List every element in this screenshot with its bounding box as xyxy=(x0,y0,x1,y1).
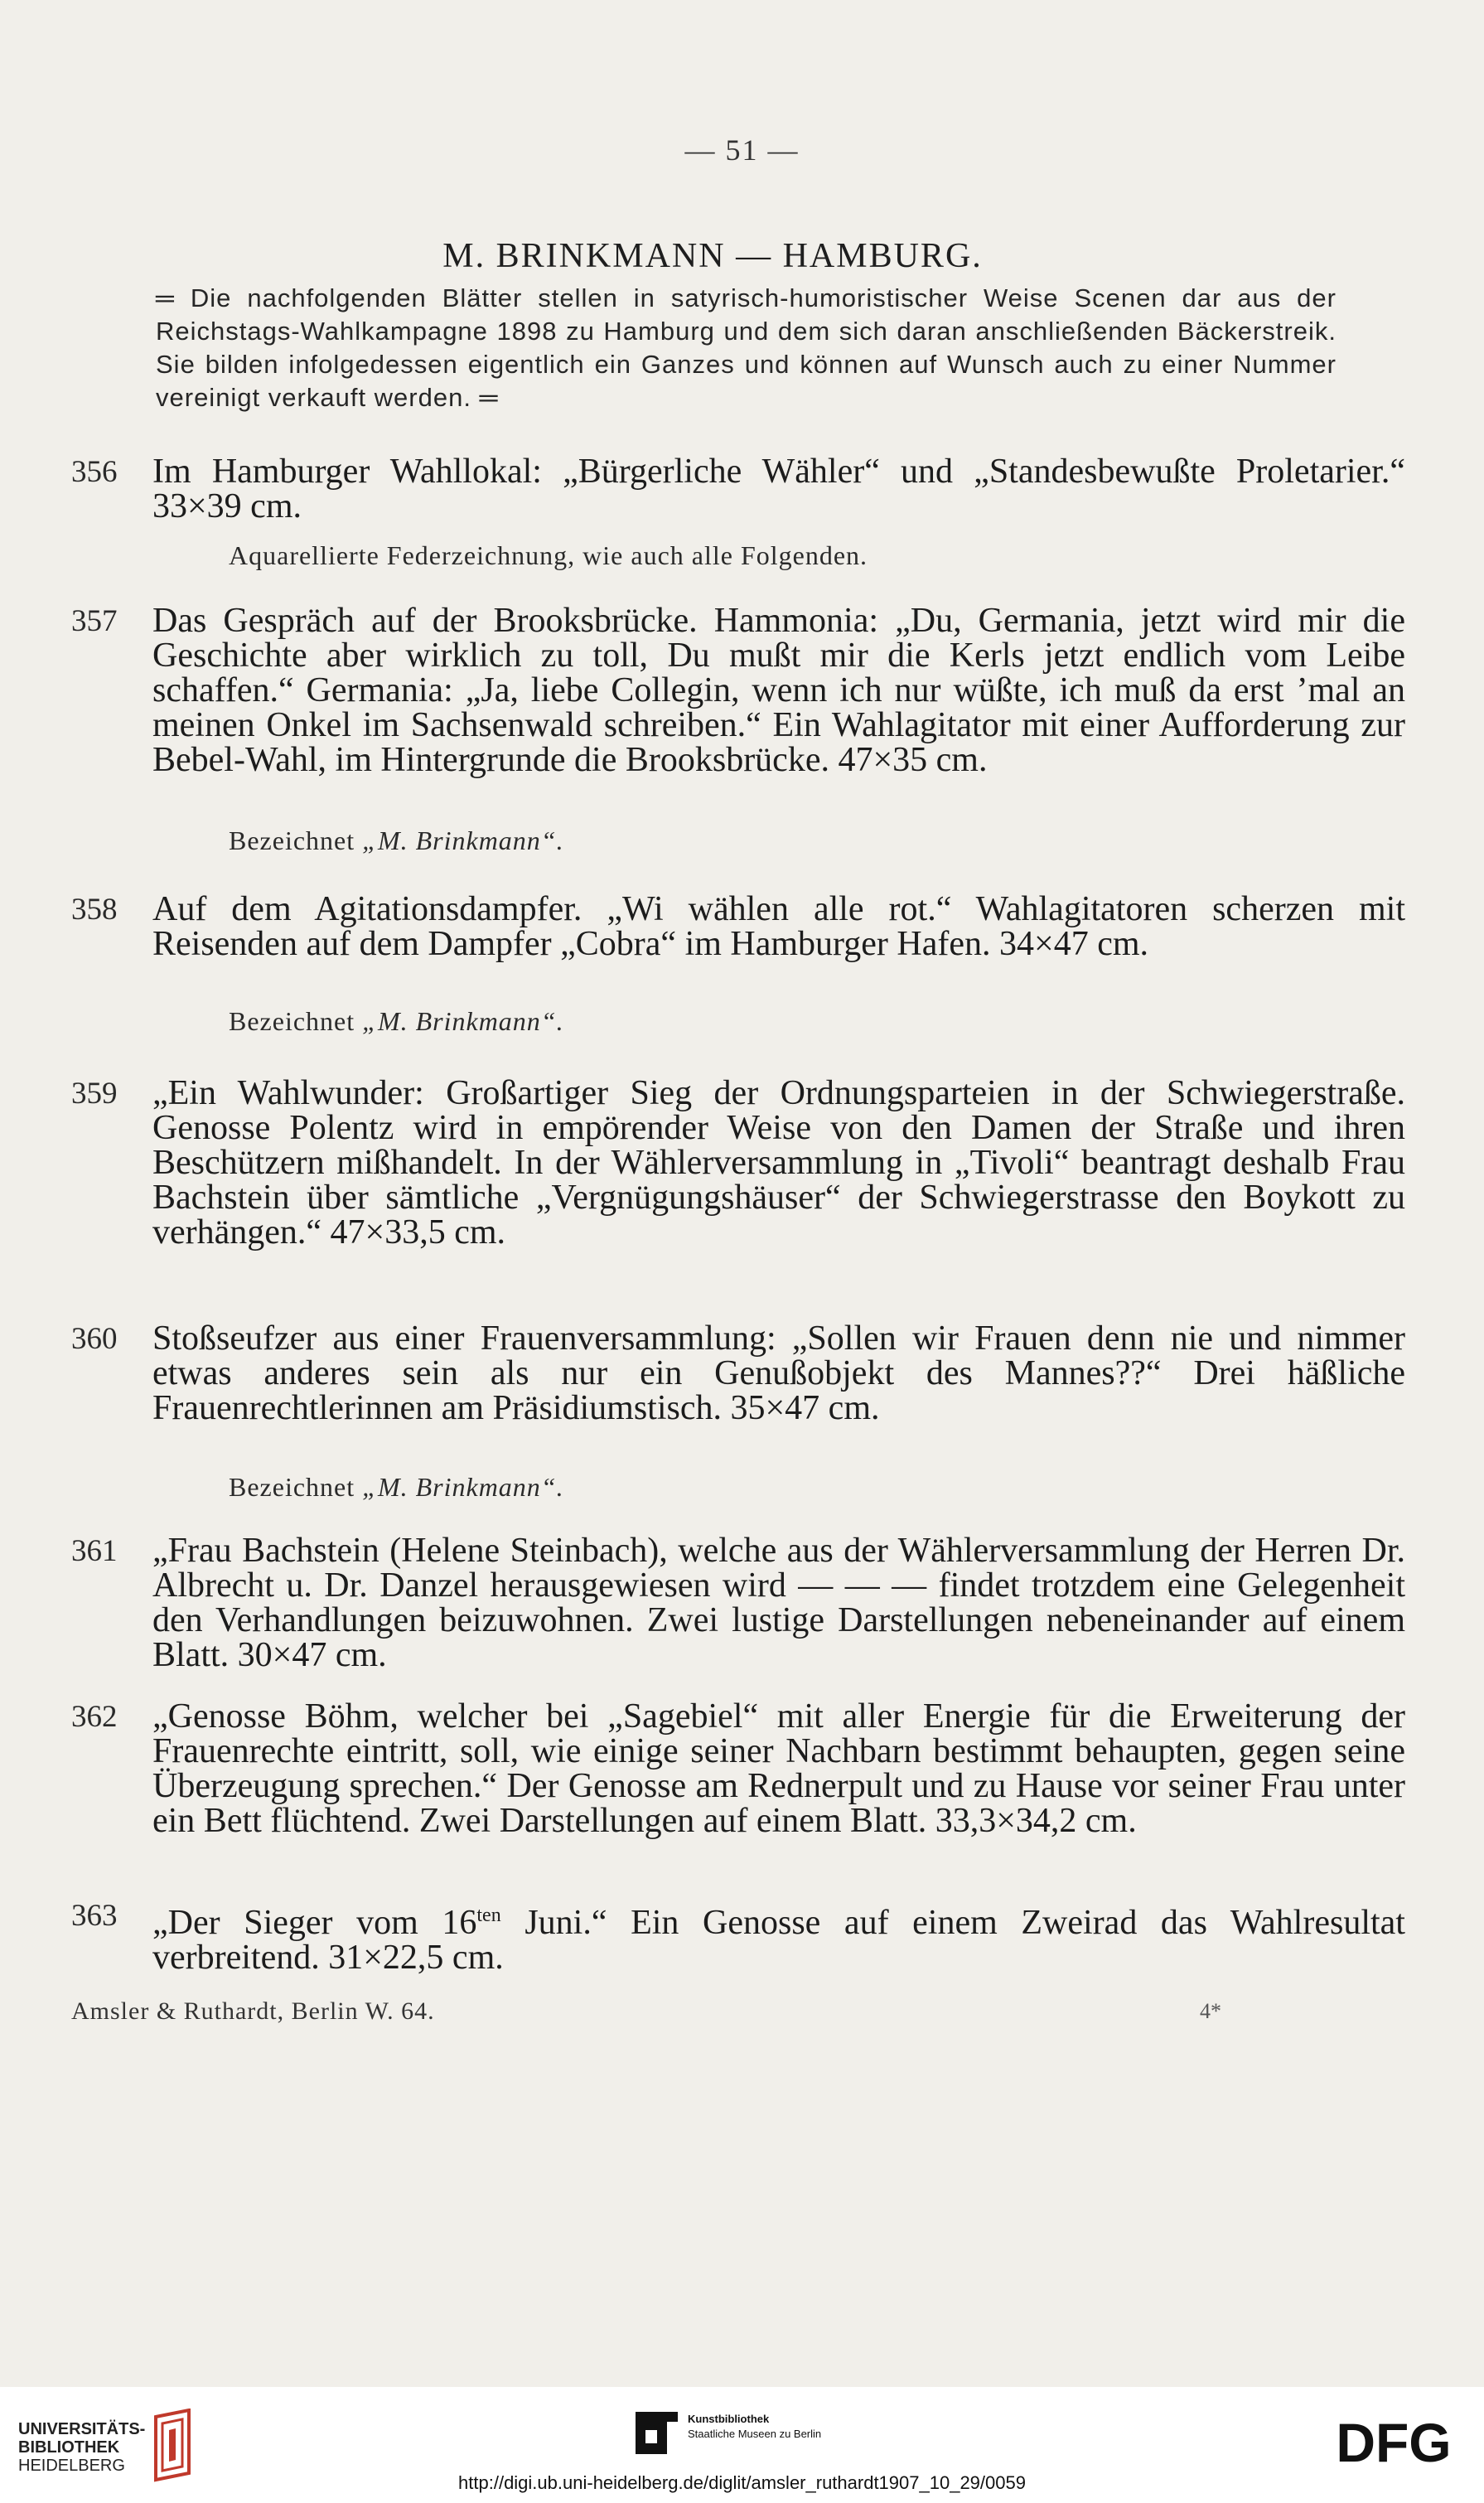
ub-logo-line: UNIVERSITÄTS- xyxy=(18,2420,146,2438)
ordinal-suffix: ten xyxy=(476,1905,501,1926)
page-number: — 51 — xyxy=(684,133,800,167)
kunstbibliothek-logo[interactable] xyxy=(688,2412,821,2442)
signature-label: Bezeichnet xyxy=(229,825,355,855)
signature-name: „M. Brinkmann“. xyxy=(362,825,564,855)
entry-number: 357 xyxy=(71,604,118,638)
ub-logo-line: BIBLIOTHEK xyxy=(18,2438,120,2457)
entry-number: 363 xyxy=(71,1899,118,1933)
signature-name: „M. Brinkmann“. xyxy=(362,1006,564,1036)
entry-text: „Genosse Böhm, welcher bei „Sagebiel“ mit aller Energie für die Erweiterung der Frauenrechte eintritt, soll, wie einige seiner Nachbarn bestimmt behaupten, gegen seine Überzeugung sprechen.“ Der Genosse am Rednerpult und zu Hause vor seiner Frau unter ein Bett flüchtend. Zwei Darstellungen auf einem Blatt. 33,3×34,2 cm. xyxy=(152,1697,1405,1840)
publisher-imprint: Amsler & Ruthardt, Berlin W. 64. xyxy=(71,1997,435,2025)
entry-number: 356 xyxy=(71,455,118,489)
dfg-logo-icon[interactable] xyxy=(1319,2413,1468,2472)
entry-text-part: Juni.“ Ein Genosse auf einem Zweirad das Wahlresultat verbreitend. 31×22,5 cm. xyxy=(152,1904,1405,1977)
intro-paragraph: ═ Die nachfolgenden Blätter stellen in satyrisch-humoristischer Weise Scenen dar aus der Reichstags-Wahlkampagne 1898 zu Hamburg und dem sich daran anschließenden Bäckerstreik. Sie bilden infolgedessen eigentlich ein Ganzes und können auf Wunsch auch zu einer Nummer vereinigt verkauft werden. ═ xyxy=(156,283,1337,412)
signature-label: Bezeichnet xyxy=(229,1472,355,1502)
entry-text-part: „Der Sieger vom 16 xyxy=(152,1904,477,1942)
entry-text: Im Hamburger Wahllokal: „Bürgerliche Wähler“ und „Standesbewußte Proletarier.“ 33×39 cm. xyxy=(152,453,1405,525)
entry-number: 361 xyxy=(71,1534,118,1568)
page-title: M. BRINKMANN — HAMBURG. xyxy=(442,237,983,275)
entry-number: 359 xyxy=(71,1077,118,1111)
entry-text: Auf dem Agitationsdampfer. „Wi wählen alle rot.“ Wahlagitatoren scherzen mit Reisenden auf dem Dampfer „Cobra“ im Hamburger Hafen. 34×47 cm. xyxy=(152,890,1405,963)
source-url[interactable]: http://digi.ub.uni-heidelberg.de/diglit/amsler_ruthardt1907_10_29/0059 xyxy=(458,2472,1026,2493)
entry-text: „Ein Wahlwunder: Großartiger Sieg der Ordnungsparteien in der Schwiegerstraße. Genosse Polentz wird in empörender Weise von den Damen der Straße und ihren Beschützern mißhandelt. In der Wählerversammlung in „Tivoli“ beantragt deshalb Frau Bachstein über sämtliche „Vergnügungshäuser“ der Schwiegerstrasse den Boykott zu verhängen.“ 47×33,5 cm. xyxy=(152,1074,1405,1252)
kb-line: Staatliche Museen zu Berlin xyxy=(688,2428,822,2440)
dfg-logo-text: DFG xyxy=(1336,2413,1452,2472)
entry-number: 362 xyxy=(71,1700,118,1734)
ub-logo-line: HEIDELBERG xyxy=(18,2457,125,2475)
signature-mark: 4* xyxy=(1200,1999,1221,2023)
kunstbibliothek-emblem-icon xyxy=(634,2410,679,2456)
entry-signature xyxy=(229,825,564,855)
kb-line: Kunstbibliothek xyxy=(688,2413,770,2425)
entry-text xyxy=(152,1898,1405,1975)
entry-signature xyxy=(229,1006,564,1036)
entry-text: „Frau Bachstein (Helene Steinbach), welche aus der Wählerversammlung der Herren Dr. Albrecht u. Dr. Danzel herausgewiesen wird — — — findet trotzdem eine Gelegenheit den Verhandlungen beizuwohnen. Zwei lustige Darstellungen nebeneinander auf einem Blatt. 30×47 cm. xyxy=(152,1532,1405,1674)
entry-text: Das Gespräch auf der Brooksbrücke. Hammonia: „Du, Germania, jetzt wird mir die Geschichte aber wirklich zu toll, Du mußt mir die Kerls jetzt endlich vom Leibe schaffen.“ Germania: „Ja, liebe Collegin, wenn ich nur wüßte, ich muß da erst ’mal an meinen Onkel im Sachsenwald schreiben.“ Ein Wahlagitator mit einer Aufforderung zur Bebel-Wahl, im Hintergrunde die Brooksbrücke. 47×35 cm. xyxy=(152,602,1405,779)
signature-name: „M. Brinkmann“. xyxy=(362,1472,564,1502)
signature-label: Bezeichnet xyxy=(229,1006,355,1036)
entry-text: Stoßseufzer aus einer Frauenversammlung: „Sollen wir Frauen denn nie und nimmer etwas anderes sein als nur ein Genußobjekt des Mannes??“ Drei häßliche Frauenrechtlerinnen am Präsidiumstisch. 35×47 cm. xyxy=(152,1319,1405,1427)
entry-signature xyxy=(229,1472,564,1502)
entry-number: 358 xyxy=(71,893,118,927)
entry-note: Aquarellierte Federzeichnung, wie auch alle Folgenden. xyxy=(229,540,868,570)
entry-number: 360 xyxy=(71,1322,118,1356)
ub-heidelberg-logo[interactable] xyxy=(18,2420,145,2475)
